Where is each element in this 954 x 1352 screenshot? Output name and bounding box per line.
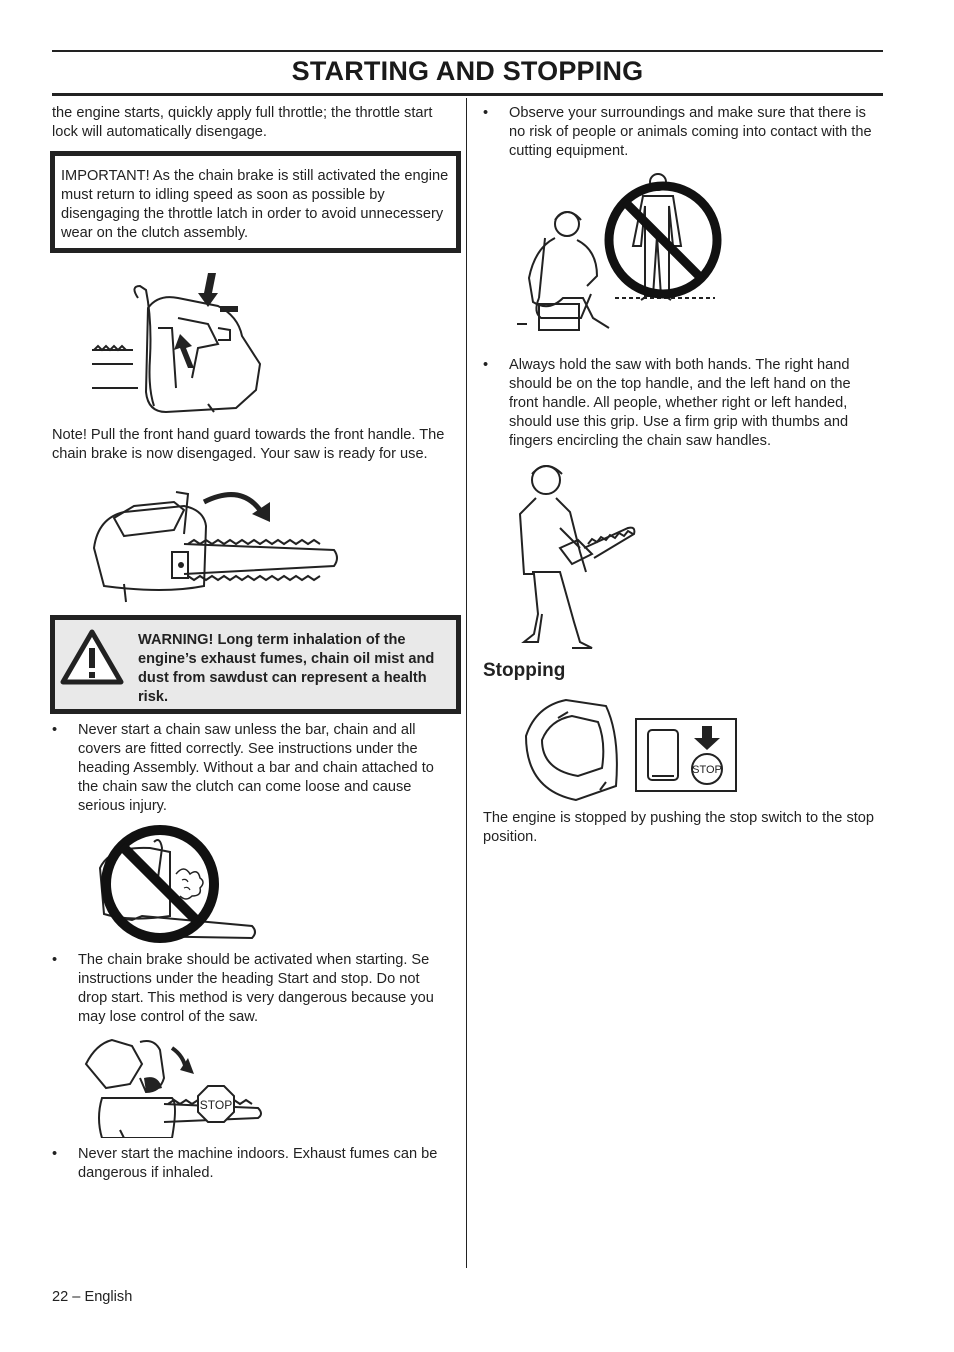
warning-triangle-icon <box>59 628 125 686</box>
stop-switch-illustration <box>514 698 740 802</box>
stopping-heading: Stopping <box>483 660 566 681</box>
bullet-dot: • <box>483 357 489 373</box>
list-item <box>52 1145 452 1185</box>
throttle-illustration <box>88 268 268 418</box>
warning-text: WARNING! Long term inhalation of the engine’s exhaust fumes, chain oil mist and dust from sawdust can represent a health risk. <box>138 632 435 705</box>
note-paragraph: Note! Pull the front hand guard towards the front handle. The chain brake is now disengaged. Your saw is ready for use. <box>52 427 445 462</box>
list-item <box>483 104 883 164</box>
bullet-dot: • <box>483 105 489 121</box>
bullet-text: Observe your surroundings and make sure that there is no risk of people or animals coming into contact with the cutting equipment. <box>509 105 872 159</box>
list-item <box>52 721 452 821</box>
page-title: STARTING AND STOPPING <box>291 56 644 86</box>
bullet-dot: • <box>52 722 58 738</box>
two-hand-grip-illustration <box>512 458 638 654</box>
bullet-text: The chain brake should be activated when starting. Se instructions under the heading Start and stop. Do not drop start. This method is very dangerous because you may lose control of the saw. <box>78 952 434 1025</box>
intro-paragraph: the engine starts, quickly apply full throttle; the throttle start lock will automatically disengage. <box>52 105 433 140</box>
drop-start-illustration <box>84 1034 264 1138</box>
header-rule-bottom <box>52 93 883 96</box>
bullet-text: Never start a chain saw unless the bar, chain and all covers are fitted correctly. See instructions under the heading Assembly. Without a bar and chain attached to the chain saw the clutch can come loose and cause serious injury. <box>78 722 434 814</box>
bullet-text: Always hold the saw with both hands. The right hand should be on the top handle, and the left hand on the front handle. All people, whether right or left handed, should use this grip. Use a firm grip with thumbs and fingers encircling the chain saw handles. <box>509 357 851 449</box>
hand-guard-illustration <box>84 488 342 610</box>
no-bar-illustration <box>84 822 258 946</box>
column-divider <box>466 98 467 1268</box>
stopping-paragraph: The engine is stopped by pushing the stop switch to the stop position. <box>483 810 875 845</box>
stop-sign-label: STOP <box>199 1098 233 1112</box>
important-box <box>50 151 461 253</box>
bystander-illustration <box>515 168 725 338</box>
list-item <box>52 951 452 1031</box>
warning-box <box>50 615 461 714</box>
page-footer: 22 – English <box>52 1289 133 1305</box>
bullet-dot: • <box>52 952 58 968</box>
stop-label: STOP <box>692 764 722 776</box>
bullet-dot: • <box>52 1146 58 1162</box>
header-rule-top <box>52 50 883 52</box>
important-text: IMPORTANT! As the chain brake is still activated the engine must return to idling speed as soon as possible by disengaging the throttle latch in order to avoid unnecessery wear on the clutch assembly. <box>61 168 449 241</box>
bullet-text: Never start the machine indoors. Exhaust fumes can be dangerous if inhaled. <box>78 1146 438 1181</box>
list-item <box>483 356 883 456</box>
